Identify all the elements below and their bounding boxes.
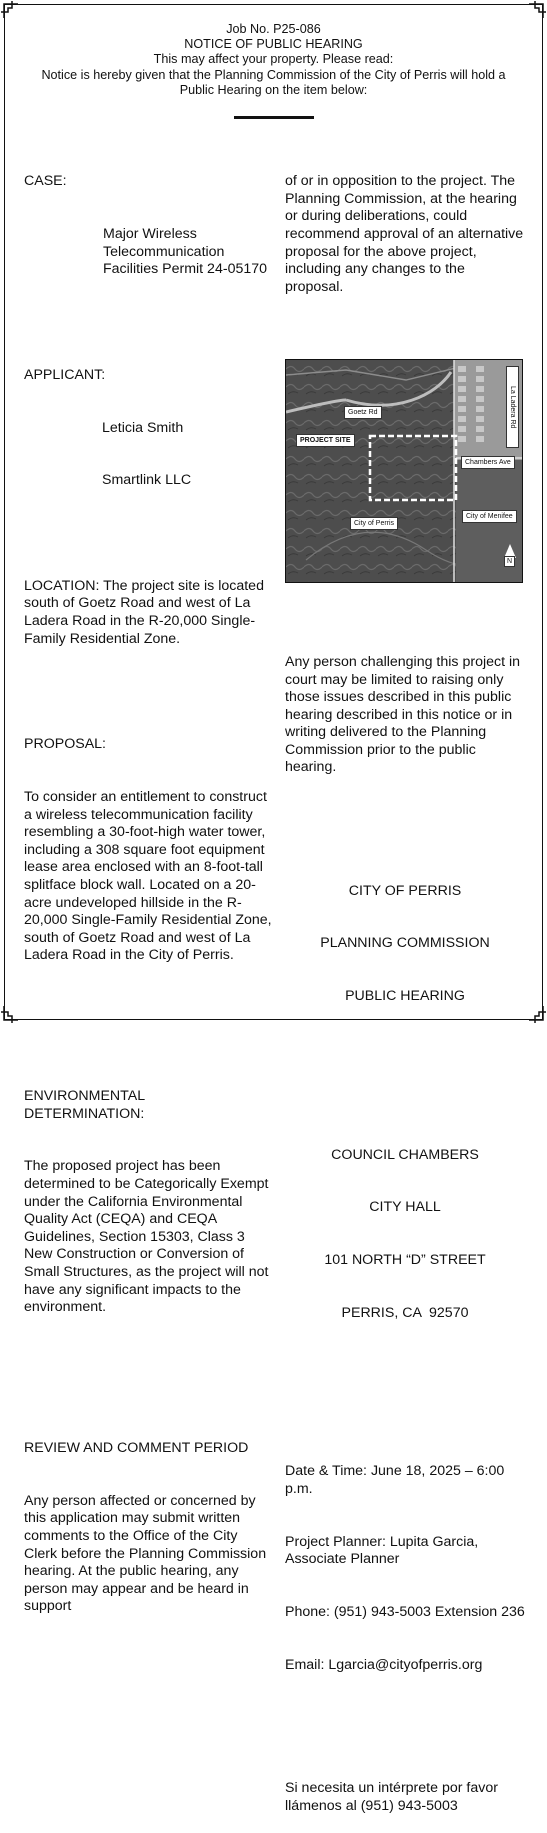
hearing-body-block: [285, 847, 525, 1041]
venue-block: [285, 1111, 525, 1357]
map-label-city-of-perris: City of Perris: [350, 517, 398, 530]
corner-ornament-bottom-right: [529, 1006, 547, 1024]
map-label-project-site: PROJECT SITE: [296, 434, 355, 447]
notice-intro: Notice is hereby given that the Planning Commission of the City of Perris will hold a Public Hearing on the item below:: [41, 67, 506, 97]
corner-ornament-top-right: [529, 0, 547, 18]
environmental-text: The proposed project has been determined to be Categorically Exempt under the California Environmental Quality Act (CEQA) and CEQA Guidelines, Section 15303, Class 3 New Construction or Conversion of Small Structures, as the project will not have any significant impacts to the environment.: [24, 1158, 273, 1316]
applicant-block: [24, 367, 272, 525]
venue-line1: COUNCIL CHAMBERS: [331, 1146, 479, 1163]
venue-line4: PERRIS, CA 92570: [341, 1304, 469, 1321]
proposal-heading: PROPOSAL:: [24, 736, 107, 753]
environmental-heading: ENVIRONMENTAL DETERMINATION:: [24, 1088, 149, 1122]
left-column: [24, 138, 276, 1669]
map-label-la-ladera-rd: La Ladera Rd: [506, 366, 519, 448]
north-arrow-icon: N: [504, 556, 515, 567]
details-block: [285, 1428, 525, 1710]
project-planner: Project Planner: Lupita Garcia, Associate Planner: [285, 1533, 482, 1568]
proposal-block: [24, 701, 276, 1000]
phone: Phone: (951) 943-5003 Extension 236: [285, 1603, 525, 1620]
environmental-block: [24, 1053, 272, 1352]
applicant-company: Smartlink LLC: [102, 472, 192, 489]
map-label-city-of-menifee: City of Menifee: [462, 510, 517, 523]
review-heading: REVIEW AND COMMENT PERIOD: [24, 1439, 249, 1456]
aerial-map-graphic: [286, 360, 522, 582]
email-link[interactable]: Email: Lgarcia@cityofperris.org: [285, 1656, 483, 1673]
corner-ornament-top-left: [0, 0, 18, 18]
hearing-body-line1: CITY OF PERRIS: [348, 882, 462, 899]
hearing-body-line3: PUBLIC HEARING: [345, 988, 465, 1005]
venue-line2: CITY HALL: [369, 1199, 441, 1216]
challenge-text: Any person challenging this project in court may be limited to raising only those issues described in this public hearing described in this notice or in writing delivered to the Planning Commission prior to the public hearing.: [285, 653, 524, 776]
case-label: CASE:: [24, 173, 67, 190]
corner-ornament-bottom-left: [0, 1006, 18, 1024]
case-value: Major Wireless Telecommunication Facilities Permit 24-05170: [103, 225, 268, 278]
location-map: [285, 359, 523, 583]
right-column: [285, 138, 528, 1833]
applicant-label: APPLICANT:: [24, 366, 106, 383]
review-block: [24, 1405, 272, 1651]
notice-header: [30, 22, 517, 98]
case-block: [24, 173, 272, 314]
map-label-chambers-ave: Chambers Ave: [461, 456, 515, 469]
hearing-body-line2: PLANNING COMMISSION: [320, 935, 490, 952]
job-number: Job No. P25-086: [226, 22, 321, 36]
spanish-notice: Si necesita un intérprete por favor llámenos al (951) 943-5003: [285, 1779, 502, 1814]
location-text: LOCATION: The project site is located south of Goetz Road and west of La Ladera Road in the R-20,000 Single-Family Residential Zone.: [24, 577, 268, 647]
notice-subtitle: This may affect your property. Please read:: [153, 52, 394, 67]
map-label-goetz-rd: Goetz Rd: [344, 406, 382, 419]
notice-title: NOTICE OF PUBLIC HEARING: [184, 37, 363, 52]
venue-line3: 101 NORTH “D” STREET: [324, 1252, 486, 1269]
proposal-text: To consider an entitlement to construct a wireless telecommunication facility resembling a 30-foot-high water tower, including a 308 square foot equipment lease area enclosed with an 8-foot-tall splitface block wall. Located on a 20-acre undeveloped hillside in the R-20,000 Single-Family Residential Zone, south of Goetz Road and west of La Ladera Road in the City of Perris.: [24, 788, 276, 964]
review-text-part2: of or in opposition to the project. The Planning Commission, at the hearing or during deliberations, could recommend approval of an alternative proposal for the above project, including any changes to the proposal.: [285, 173, 528, 295]
review-text-part1: Any person affected or concerned by this application may submit written comments to the Office of the City Clerk before the Planning Commission hearing. At the public hearing, any person may appear and be heard in support: [24, 1492, 271, 1615]
header-divider: [234, 116, 314, 119]
applicant-name: Leticia Smith: [102, 419, 184, 436]
date-time: Date & Time: June 18, 2025 – 6:00 p.m.: [285, 1463, 509, 1497]
